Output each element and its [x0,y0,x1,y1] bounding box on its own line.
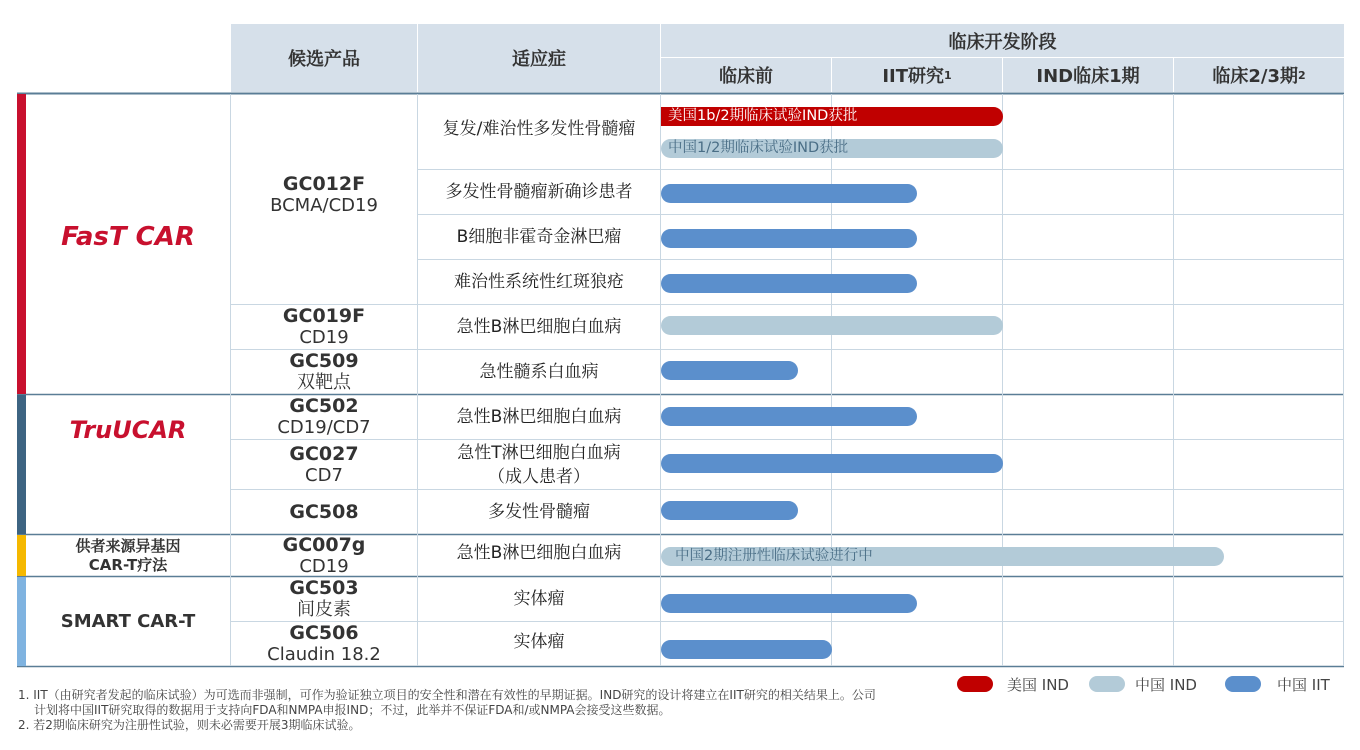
footnote-1: 1. IIT（由研究者发起的临床试验）为可选而非强制，可作为验证独立项目的安全性和潜在有效性的早期证据。IND研究的设计将建立在IIT研究的相关结果上。公司 [18,688,876,702]
product-target: 双靶点 [297,372,351,393]
indication-line1: 急性T淋巴细胞白血病 [457,442,621,463]
group-strip-smart [17,577,26,666]
product-name: GC019F [282,305,366,327]
indication-cell: 急性髓系白血病 [479,361,599,382]
indication-cell: 多发性骨髓瘤新确诊患者 [445,181,633,202]
group-strip-truucar [17,395,26,534]
product-name: GC502 [289,395,359,417]
progress-bar [661,107,1003,126]
indication-cell: 多发性骨髓瘤 [488,501,590,522]
product-cell [231,305,417,349]
legend [955,674,1345,696]
product-cell [231,622,417,666]
truucar-wordmark: TruUCAR [69,415,187,444]
progress-bar [661,139,1003,158]
product-cell [231,577,417,621]
product-name: GC509 [289,350,359,372]
product-cell [231,170,417,220]
progress-bar [661,594,917,613]
progress-bar [661,407,917,426]
legend-swatch-us-ind [957,676,993,692]
indication-cell: 实体瘤 [513,631,565,652]
header-indication: 适应症 [418,24,660,92]
progress-bar-label: 美国1b/2期临床试验IND获批 [668,108,858,124]
footnote-2: 2. 若2期临床研究为注册性试验，则未必需要开展3期临床试验。 [18,718,361,732]
progress-bar-label: 中国1/2期临床试验IND获批 [668,140,849,156]
indication-line2: （成人患者） [488,466,590,487]
indication-cell: 急性B淋巴细胞白血病 [456,406,622,427]
indication-cell: 急性B淋巴细胞白血病 [456,542,622,563]
footnote-1-cont: 计划将中国IIT研究取得的数据用于支持向FDA和NMPA申报IND；不过，此举并不保证FDA和/或NMPA会接受这些数据。 [34,703,671,717]
product-name: GC007g [282,533,366,556]
phase-label: IIT研究 [882,66,945,87]
product-name: GC503 [289,577,359,599]
progress-bar [661,361,798,380]
smart-cart-label: SMART CAR-T [60,610,196,632]
indication-cell: B细胞非霍奇金淋巴瘤 [456,226,622,247]
group-logo-fastcar [26,215,230,259]
header-phase-group: 临床开发阶段 [661,24,1344,57]
indication-cell: 复发/难治性多发性骨髓瘤 [442,118,636,139]
product-cell [231,395,417,439]
legend-swatch-cn-iit [1225,676,1261,692]
product-cell [231,440,417,489]
indication-cell: 实体瘤 [513,588,565,609]
indication-cell: 急性B淋巴细胞白血病 [456,316,622,337]
product-cell [231,490,417,534]
legend-label-us-ind: 美国 IND [1007,676,1069,694]
legend-label-cn-ind: 中国 IND [1135,676,1197,694]
legend-swatch-cn-ind [1089,676,1125,692]
phase-footnote-mark: 1 [944,68,952,82]
product-name: GC027 [289,442,359,465]
progress-bar [661,454,1003,473]
product-target: CD7 [305,464,343,486]
group-label-line1: 供者来源异基因 [75,536,181,555]
phase-label: 临床2/3期 [1212,66,1298,87]
product-name: GC012F [282,173,366,195]
progress-bar-label: 中国2期注册性临床试验进行中 [675,548,873,564]
product-cell [231,535,417,576]
product-cell [231,350,417,394]
phase-label: 临床前 [719,66,773,87]
product-target: Claudin 18.2 [267,644,381,665]
progress-bar [661,274,917,293]
indication-cell [418,440,660,489]
header-candidate: 候选产品 [231,24,417,92]
progress-bar [661,501,798,520]
product-target: CD19 [299,555,349,577]
product-target: 间皮素 [297,599,351,620]
group-strip-allogeneic [17,535,26,576]
group-strip-fastcar [17,94,26,394]
product-target: CD19 [299,327,349,348]
phase-footnote-mark: 2 [1297,68,1306,82]
progress-bar [661,640,832,659]
group-label-line2: CAR-T疗法 [88,555,168,574]
indication-cell: 难治性系统性红斑狼疮 [454,271,624,292]
group-label-allogeneic [26,535,230,576]
progress-bar [661,547,1224,566]
group-label-smart [26,600,230,642]
product-name: GC508 [289,500,359,523]
product-name: GC506 [289,622,359,644]
legend-label-cn-iit: 中国 IIT [1277,676,1330,694]
progress-bar [661,229,917,248]
progress-bar [661,184,917,203]
fastcar-wordmark: FasT CAR [61,221,195,252]
progress-bar [661,316,1003,335]
group-logo-truucar [26,410,230,450]
product-target: CD19/CD7 [277,417,371,438]
product-target: BCMA/CD19 [270,195,378,216]
phase-label: IND临床1期 [1036,66,1140,87]
